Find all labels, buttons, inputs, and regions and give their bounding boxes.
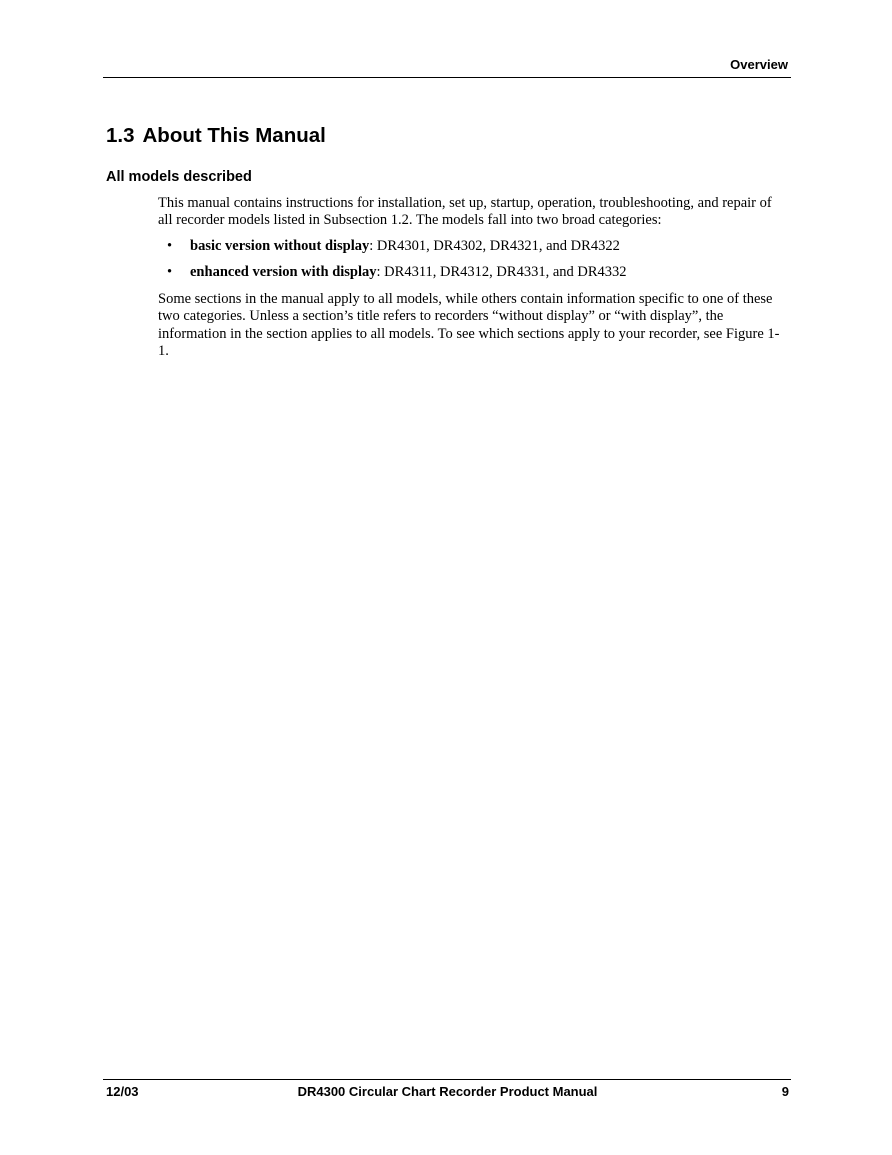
footer-rule [103, 1079, 791, 1080]
footer-title: DR4300 Circular Chart Recorder Product Manual [297, 1084, 598, 1099]
subheading: All models described [106, 169, 252, 185]
page-number: 9 [781, 1084, 789, 1099]
list-item [158, 264, 783, 290]
intro-paragraph: This manual contains instructions for installation, set up, startup, operation, troubleshooting, and repair of all recorder models listed in Subsection 1.2. The models fall into two broad categories: [158, 195, 772, 229]
bullet-icon: • [167, 238, 173, 254]
section-number: 1.3 [106, 124, 135, 147]
closing-paragraph: Some sections in the manual apply to all models, while others contain information specific to one of these two categories. Unless a section’s title refers to recorders “without display” or “with display”, the information in the section applies to all models. To see which sections apply to your recorder, see Figure 1-1. [158, 291, 780, 359]
bullet-term: basic version without display [190, 238, 370, 254]
section-title [106, 124, 326, 148]
header-rule [103, 77, 791, 78]
bullet-text: : DR4301, DR4302, DR4321, and DR4322 [369, 238, 620, 254]
bullet-icon: • [167, 264, 173, 280]
section-title-text: About This Manual [142, 124, 326, 147]
model-category-list [158, 238, 783, 290]
list-item [158, 238, 783, 264]
bullet-term: enhanced version with display [190, 264, 377, 280]
footer-date: 12/03 [106, 1084, 139, 1099]
running-header: Overview [730, 57, 788, 72]
bullet-text: : DR4311, DR4312, DR4331, and DR4332 [376, 264, 627, 280]
